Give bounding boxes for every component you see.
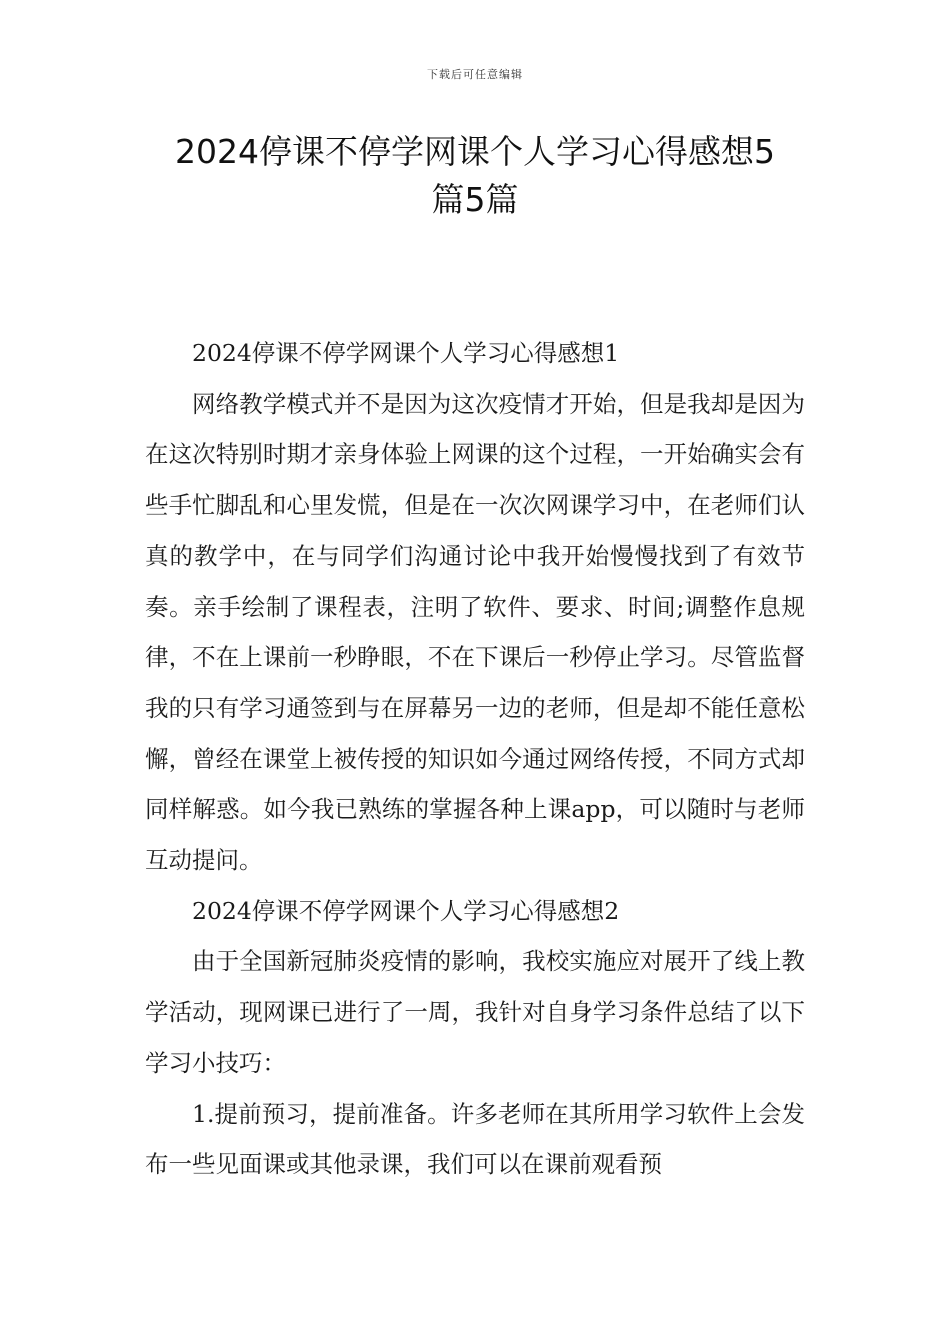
body-paragraph-2: 由于全国新冠肺炎疫情的影响，我校实施应对展开了线上教学活动，现网课已进行了一周，我针对自身学习条件总结了以下学习小技巧： bbox=[145, 947, 805, 1077]
section-heading-1: 2024停课不停学网课个人学习心得感想1 bbox=[192, 339, 620, 367]
body-paragraph-1: 网络教学模式并不是因为这次疫情才开始，但是我却是因为在这次特别时期才亲身体验上网课的这个过程，一开始确实会有些手忙脚乱和心里发慌，但是在一次次网课学习中，在老师们认真的教学中，在与同学们沟通讨论中我开始慢慢找到了有效节奏。亲手绘制了课程表，注明了软件、要求、时间;调整作息规律，不在上课前一秒睁眼，不在下课后一秒停止学习。尽管监督我的只有学习通签到与在屏幕另一边的老师，但是却不能任意松懈，曾经在课堂上被传授的知识如今通过网络传授，不同方式却同样解惑。如今我已熟练的掌握各种上课app，可以随时与老师互动提问。 bbox=[145, 389, 805, 875]
document-body bbox=[145, 328, 805, 1190]
body-paragraph-3: 1.提前预习，提前准备。许多老师在其所用学习软件上会发布一些见面课或其他录课，我们可以在课前观看预 bbox=[145, 1099, 805, 1179]
header-note: 下载后可任意编辑 bbox=[427, 68, 523, 81]
section-heading-2: 2024停课不停学网课个人学习心得感想2 bbox=[192, 896, 620, 925]
title-line-1: 2024停课不停学网课个人学习心得感想5 bbox=[175, 132, 775, 171]
title-line-2: 篇5篇 bbox=[431, 180, 519, 219]
document-title bbox=[130, 128, 820, 224]
